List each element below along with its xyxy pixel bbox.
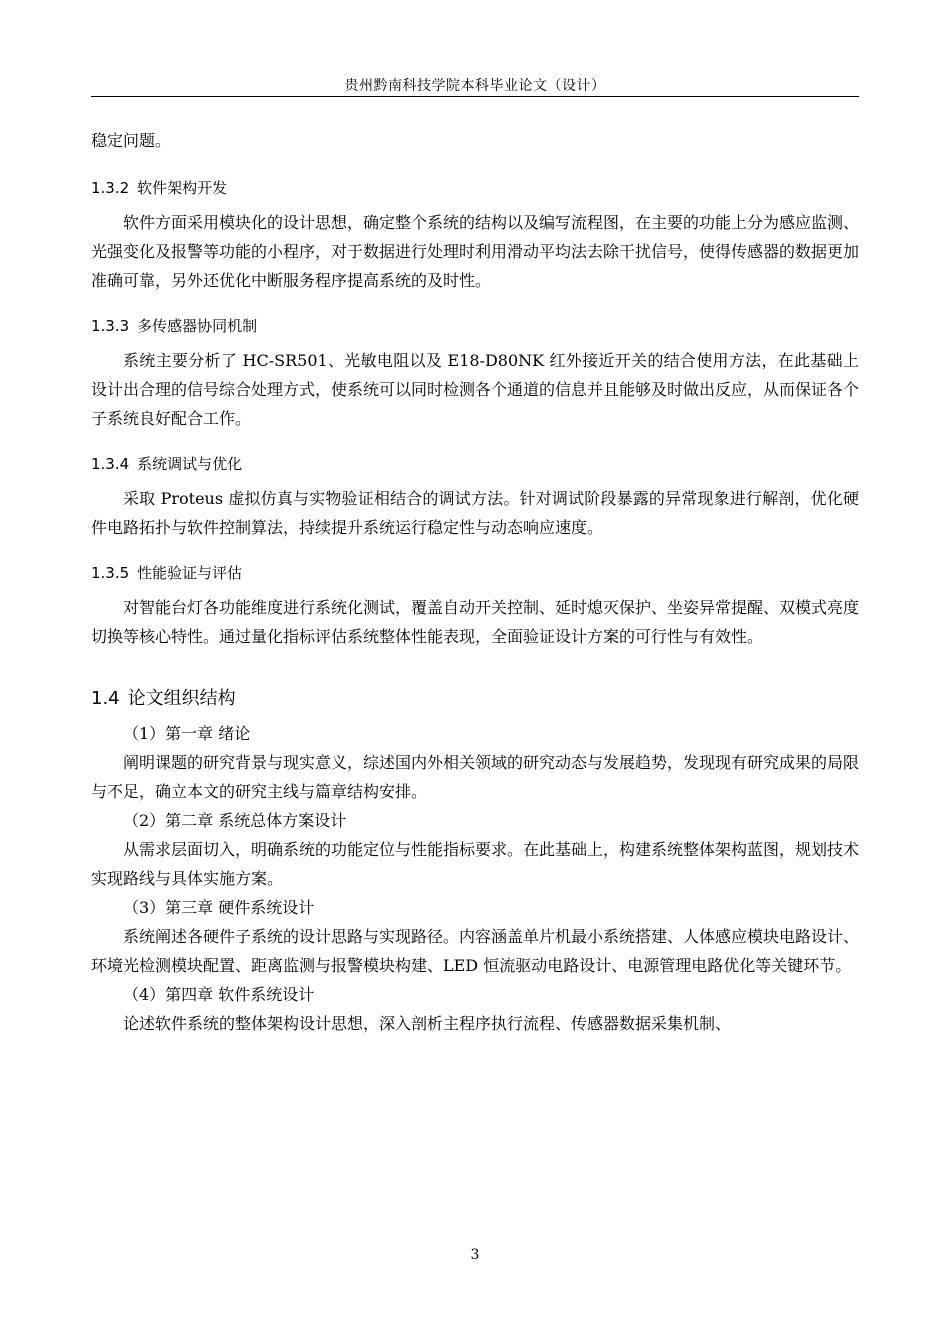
page-header: 贵州黔南科技学院本科毕业论文（设计） [344,78,606,94]
chapter-body: 系统阐述各硬件子系统的设计思路与实现路径。内容涵盖单片机最小系统搭建、人体感应模块电路设计、环境光检测模块配置、距离监测与报警模块构建、LED 恒流驱动电路设计、电源管理电路优化等关键环节。 [91,927,860,975]
section-heading-1-3-5: 1.3.5 性能验证与评估 [91,564,243,582]
intro-fragment: 稳定问题。 [91,131,172,150]
chapter-body: 阐明课题的研究背景与现实意义，综述国内外相关领域的研究动态与发展趋势，发现现有研究成果的局限与不足，确立本文的研究主线与篇章结构安排。 [91,753,860,801]
section-heading-1-3-3: 1.3.3 多传感器协同机制 [91,317,258,335]
page-content [91,126,859,1038]
section-heading-1-4: 1.4 论文组织结构 [91,688,236,709]
section-body-1-3-3: 系统主要分析了 HC-SR501、光敏电阻以及 E18-D80NK 红外接近开关的结合使用方法，在此基础上设计出合理的信号综合处理方式，使系统可以同时检测各个通道的信息并且能够及时做出反应，从而保证各个子系统良好配合工作。 [91,351,860,428]
chapter-label: （4）第四章 软件系统设计 [123,985,315,1004]
section-body-1-3-5: 对智能台灯各功能维度进行系统化测试，覆盖自动开关控制、延时熄灭保护、坐姿异常提醒、双模式亮度切换等核心特性。通过量化指标评估系统整体性能表现，全面验证设计方案的可行性与有效性。 [91,598,860,646]
section-heading-1-3-2: 1.3.2 软件架构开发 [91,179,228,197]
chapter-label: （3）第三章 硬件系统设计 [123,898,315,917]
section-body-1-3-2: 软件方面采用模块化的设计思想，确定整个系统的结构以及编写流程图，在主要的功能上分为感应监测、光强变化及报警等功能的小程序，对于数据进行处理时利用滑动平均法去除干扰信号，使得传感器的数据更加准确可靠，另外还优化中断服务程序提高系统的及时性。 [91,213,860,290]
chapter-body: 从需求层面切入，明确系统的功能定位与性能指标要求。在此基础上，构建系统整体架构蓝图，规划技术实现路线与具体实施方案。 [91,840,860,888]
header-divider [91,96,859,97]
chapter-label: （2）第二章 系统总体方案设计 [123,811,347,830]
chapter-label: （1）第一章 绪论 [123,724,251,743]
chapter-body: 论述软件系统的整体架构设计思想，深入剖析主程序执行流程、传感器数据采集机制、 [123,1014,732,1033]
section-body-1-3-4: 采取 Proteus 虚拟仿真与实物验证相结合的调试方法。针对调试阶段暴露的异常现象进行解剖，优化硬件电路拓扑与软件控制算法，持续提升系统运行稳定性与动态响应速度。 [91,489,859,537]
page-number: 3 [470,1247,480,1263]
section-heading-1-3-4: 1.3.4 系统调试与优化 [91,455,243,473]
